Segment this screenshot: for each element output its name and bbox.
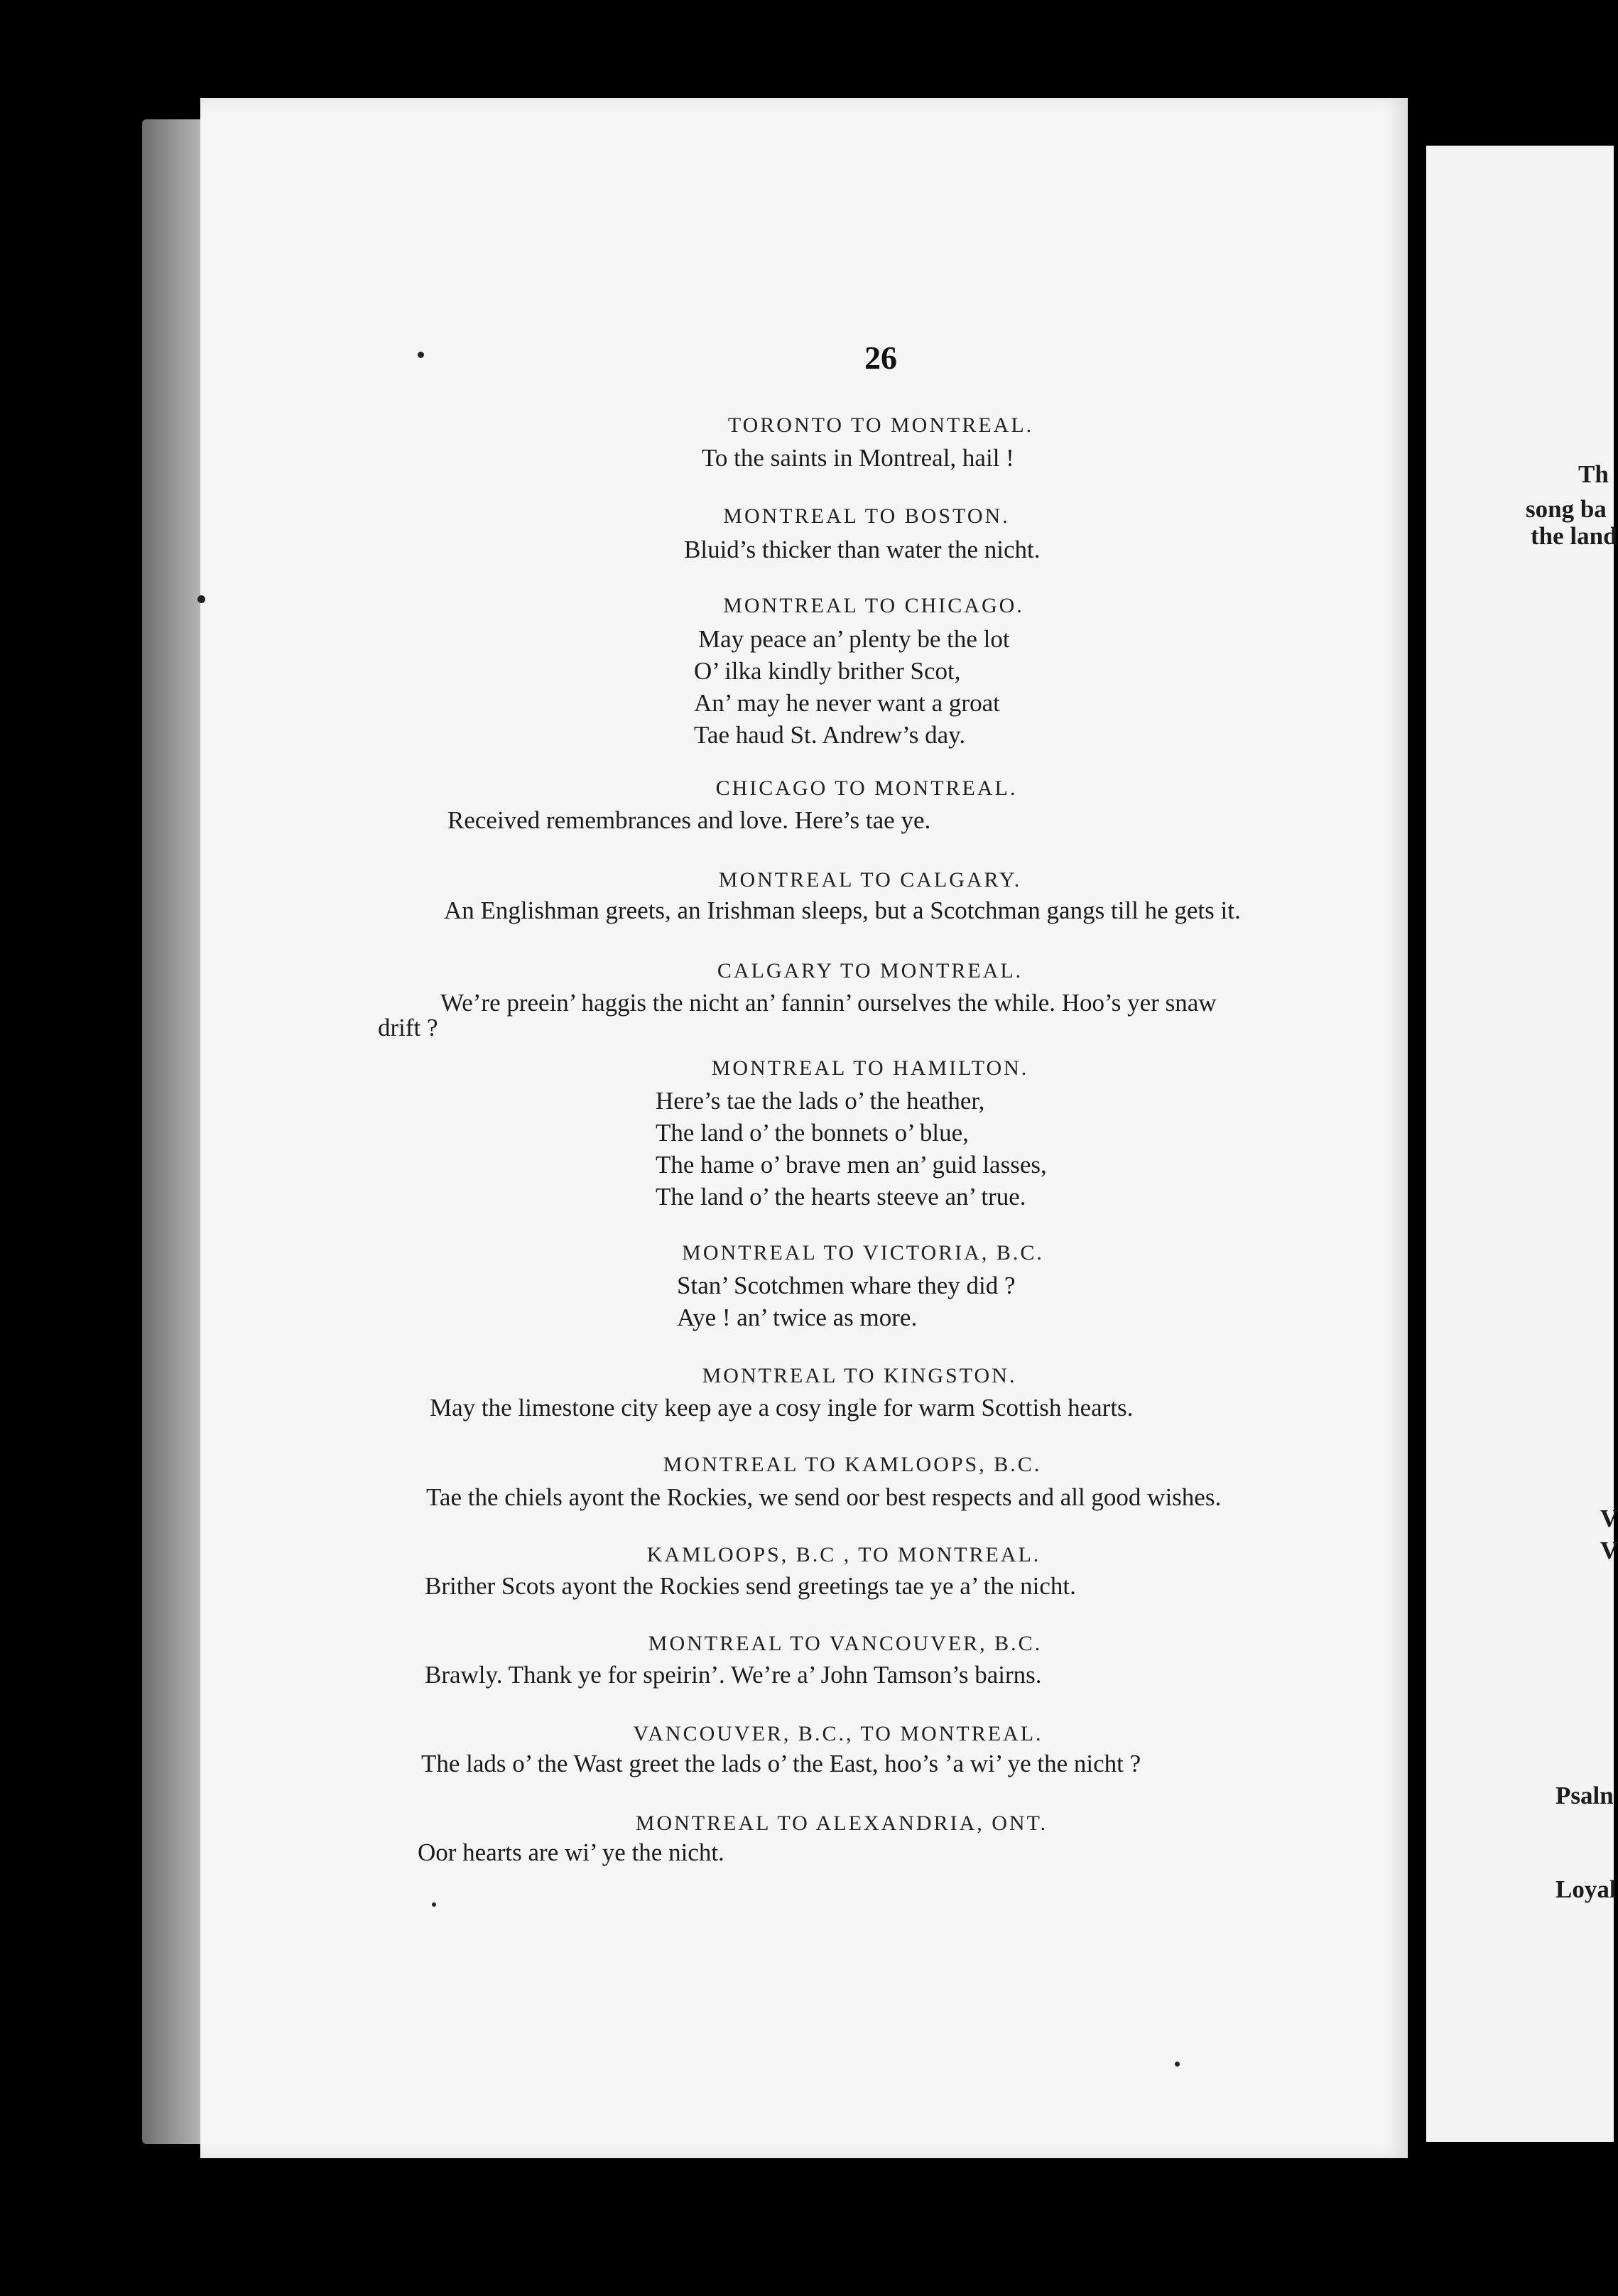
toast-line: The land o’ the bonnets o’ blue, <box>656 1119 969 1147</box>
scan-speck <box>197 595 205 603</box>
page-number: 26 <box>864 340 897 376</box>
scan-speck <box>418 352 424 358</box>
right-page-fragment: Loyal <box>1555 1875 1617 1903</box>
toast-line: An’ may he never want a groat <box>694 689 1000 717</box>
toast-heading: MONTREAL TO KAMLOOPS, B.C. <box>663 1453 1042 1476</box>
right-page-fragment: Th <box>1578 460 1609 488</box>
toast-line: The lads o’ the Wast greet the lads o’ the East, hoo’s ’a wi’ ye the nicht ? <box>421 1750 1141 1777</box>
toast-line: Tae the chiels ayont the Rockies, we send oor best respects and all good wishes. <box>426 1483 1222 1511</box>
scan-speck <box>432 1902 436 1907</box>
toast-heading: MONTREAL TO VANCOUVER, B.C. <box>648 1632 1043 1655</box>
scan-speck <box>1175 2062 1180 2067</box>
toast-heading: MONTREAL TO KINGSTON. <box>702 1364 1017 1387</box>
toast-line: Aye ! an’ twice as more. <box>677 1304 918 1331</box>
toast-line: The land o’ the hearts steeve an’ true. <box>656 1183 1026 1211</box>
right-page-fragment: the land <box>1531 522 1617 550</box>
toast-line: An Englishman greets, an Irishman sleeps, but a Scotchman gangs till he gets it. <box>444 897 1241 924</box>
toast-line: Received remembrances and love. Here’s tae ye. <box>447 806 931 834</box>
toast-heading: MONTREAL TO CALGARY. <box>718 868 1022 892</box>
toast-heading: MONTREAL TO HAMILTON. <box>711 1056 1029 1080</box>
toast-line: The hame o’ brave men an’ guid lasses, <box>656 1151 1047 1179</box>
right-page <box>1426 146 1614 2142</box>
toast-heading: CALGARY TO MONTREAL. <box>717 959 1024 982</box>
right-page-fragment: V <box>1600 1505 1618 1532</box>
toast-line: We’re preein’ haggis the nicht an’ fannin’ ourselves the while. Hoo’s yer snaw <box>440 989 1217 1017</box>
toast-heading: VANCOUVER, B.C., TO MONTREAL. <box>633 1722 1043 1745</box>
toast-line: Stan’ Scotchmen whare they did ? <box>677 1272 1016 1299</box>
toast-heading: MONTREAL TO CHICAGO. <box>723 594 1024 617</box>
toast-line: Brawly. Thank ye for speirin’. We’re a’ John Tamson’s bairns. <box>425 1661 1042 1689</box>
toast-line: O’ ilka kindly brither Scot, <box>694 657 961 685</box>
toast-line: Here’s tae the lads o’ the heather, <box>656 1087 985 1115</box>
toast-line: Brither Scots ayont the Rockies send greetings tae ye a’ the nicht. <box>425 1572 1076 1600</box>
toast-heading: KAMLOOPS, B.C , TO MONTREAL. <box>646 1543 1041 1566</box>
toast-heading: MONTREAL TO BOSTON. <box>723 504 1010 528</box>
toast-line: Bluid’s thicker than water the nicht. <box>684 536 1041 563</box>
toast-line: Tae haud St. Andrew’s day. <box>694 721 966 749</box>
toast-heading: CHICAGO TO MONTREAL. <box>715 776 1018 800</box>
right-page-fragment: V <box>1600 1537 1618 1564</box>
toast-line: May peace an’ plenty be the lot <box>698 625 1010 653</box>
toast-line: drift ? <box>378 1014 438 1041</box>
right-page-fragment: song ba <box>1526 495 1607 523</box>
toast-line: Oor hearts are wi’ ye the nicht. <box>418 1839 724 1866</box>
toast-heading: MONTREAL TO VICTORIA, B.C. <box>682 1241 1044 1265</box>
toast-line: May the limestone city keep aye a cosy ingle for warm Scottish hearts. <box>430 1394 1134 1422</box>
toast-heading: MONTREAL TO ALEXANDRIA, ONT. <box>635 1812 1048 1835</box>
toast-line: To the saints in Montreal, hail ! <box>702 444 1014 472</box>
toast-heading: TORONTO TO MONTREAL. <box>727 413 1034 437</box>
right-page-fragment: Psaln <box>1555 1782 1614 1809</box>
